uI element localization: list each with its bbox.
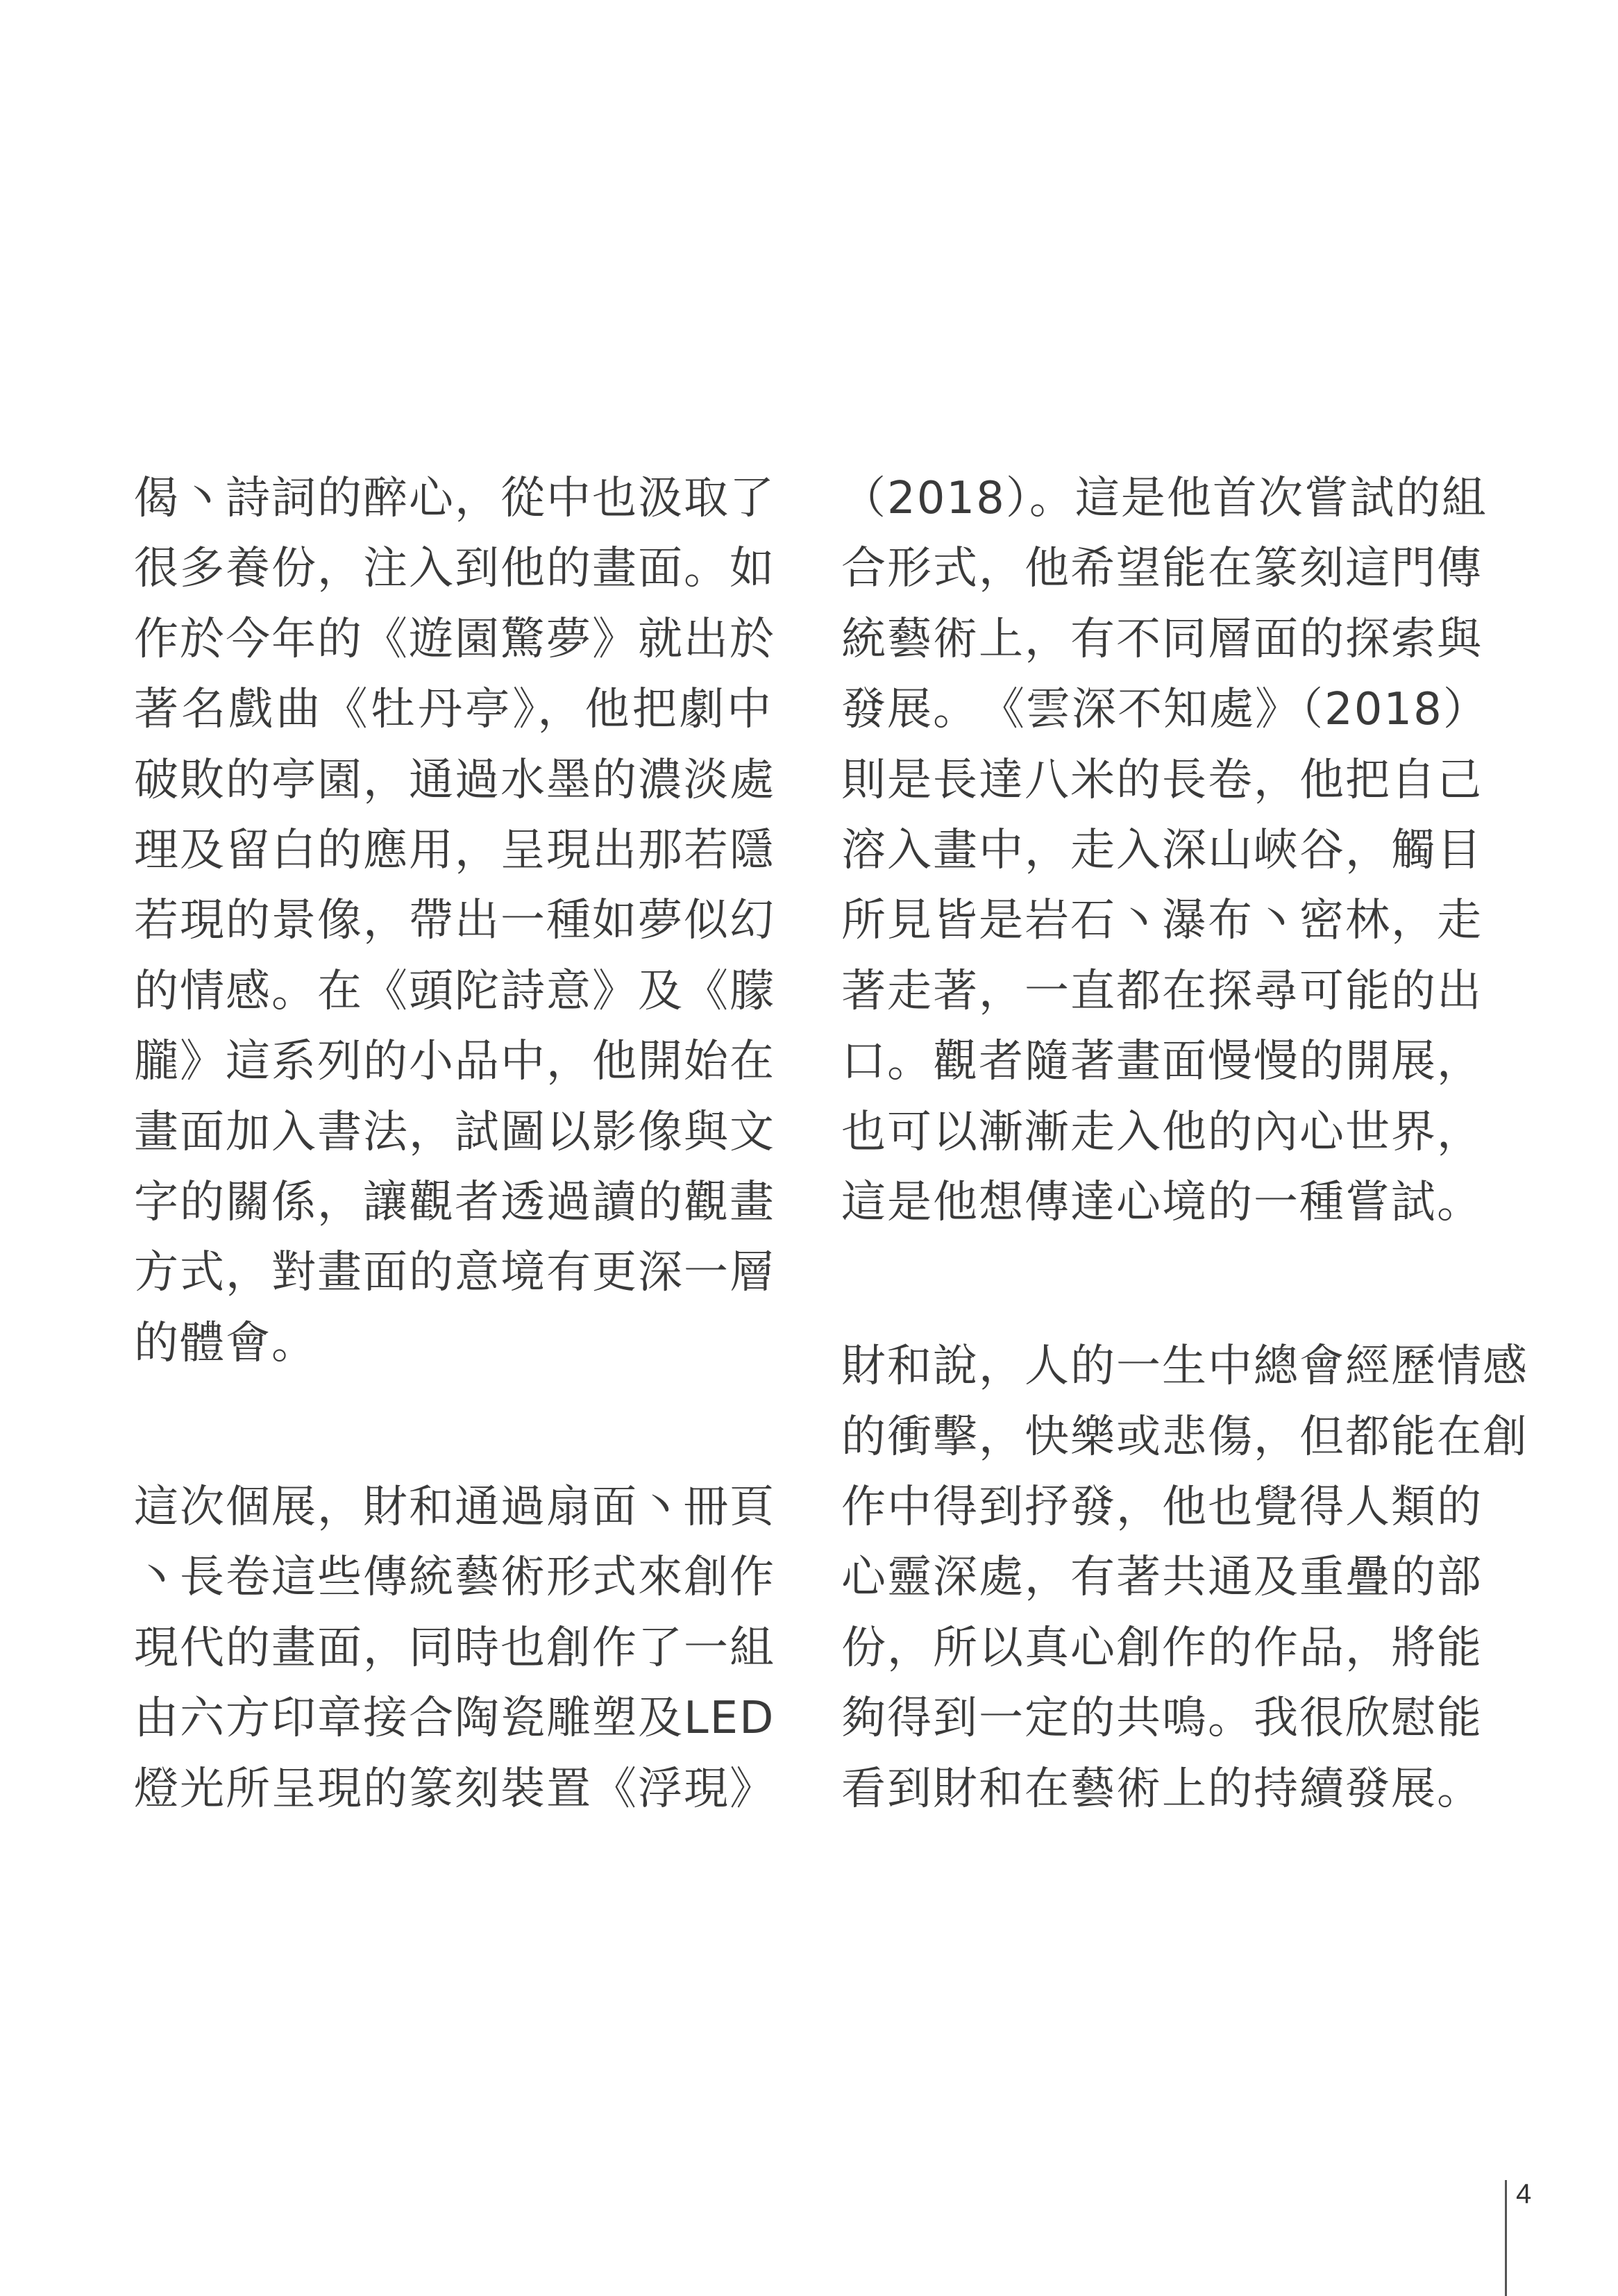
text-line: 由六方印章接合陶瓷雕塑及LED xyxy=(134,1693,775,1745)
paragraph xyxy=(134,464,773,1379)
page-number: 4 xyxy=(1516,2179,1532,2209)
text-line: 心靈深處，有著共通及重疊的部 xyxy=(841,1552,1483,1604)
text-line: 很多養份，注入到他的畫面。如 xyxy=(134,543,775,595)
text-line: 統藝術上，有不同層面的探索與 xyxy=(841,613,1483,665)
text-line: 看到財和在藝術上的持續發展。 xyxy=(841,1763,1483,1815)
text-line: （2018）。這是他首次嘗試的組 xyxy=(841,473,1488,524)
left-column xyxy=(134,464,773,1825)
right-column xyxy=(841,464,1528,1825)
text-line: 口。觀者隨著畫面慢慢的開展， xyxy=(841,1036,1483,1088)
text-line: 現代的畫面，同時也創作了一組 xyxy=(134,1622,775,1674)
text-line: 的衝擊，快樂或悲傷，但都能在創 xyxy=(841,1411,1528,1463)
text-line: 溶入畫中，走入深山峽谷，觸目 xyxy=(841,824,1483,876)
text-line: 夠得到一定的共鳴。我很欣慰能 xyxy=(841,1693,1483,1745)
text-line: 若現的景像，帶出一種如夢似幻 xyxy=(134,895,775,947)
text-line: 這次個展，財和通過扇面丶冊頁 xyxy=(134,1482,775,1534)
text-line: 燈光所呈現的篆刻裝置《浮現》 xyxy=(134,1763,775,1815)
paragraph-gap xyxy=(841,1238,1480,1332)
text-line: 理及留白的應用，呈現出那若隱 xyxy=(134,824,775,876)
text-line: 著名戲曲《牡丹亭》，他把劇中 xyxy=(134,684,773,736)
text-line: 份，所以真心創作的作品，將能 xyxy=(841,1622,1483,1674)
text-line: 所見皆是岩石丶瀑布丶密林，走 xyxy=(841,895,1483,947)
text-line: 的情感。在《頭陀詩意》及《朦 xyxy=(134,965,775,1017)
paragraph xyxy=(841,1332,1528,1825)
paragraph xyxy=(134,1473,773,1825)
text-line: 發展。 《雲深不知處》（2018） xyxy=(841,684,1489,736)
text-line: 合形式，他希望能在篆刻這門傳 xyxy=(841,543,1483,595)
text-line: 財和說，人的一生中總會經歷情感 xyxy=(841,1341,1528,1393)
text-line: 朧》這系列的小品中，他開始在 xyxy=(134,1036,775,1088)
text-line: 的體會。 xyxy=(134,1317,317,1369)
text-line: 方式，對畫面的意境有更深一層 xyxy=(134,1247,775,1299)
text-line: 這是他想傳達心境的一種嘗試。 xyxy=(841,1176,1483,1228)
paragraph xyxy=(841,464,1489,1238)
text-line: 破敗的亭園，通過水墨的濃淡處 xyxy=(134,754,775,806)
text-line: 作中得到抒發，他也覺得人類的 xyxy=(841,1482,1483,1534)
text-line: 丶長卷這些傳統藝術形式來創作 xyxy=(134,1552,775,1604)
text-line: 畫面加入書法，試圖以影像與文 xyxy=(134,1106,775,1158)
text-line: 著走著，一直都在探尋可能的出 xyxy=(841,965,1483,1017)
text-line: 偈丶詩詞的醉心，從中也汲取了 xyxy=(134,473,775,524)
paragraph-gap xyxy=(134,1379,773,1473)
text-line: 則是長達八米的長卷，他把自己 xyxy=(841,754,1483,806)
page-number-divider xyxy=(1505,2180,1507,2296)
text-line: 字的關係，讓觀者透過讀的觀畫 xyxy=(134,1176,775,1228)
text-line: 作於今年的《遊園驚夢》就出於 xyxy=(134,613,775,665)
text-line: 也可以漸漸走入他的內心世界， xyxy=(841,1106,1483,1158)
